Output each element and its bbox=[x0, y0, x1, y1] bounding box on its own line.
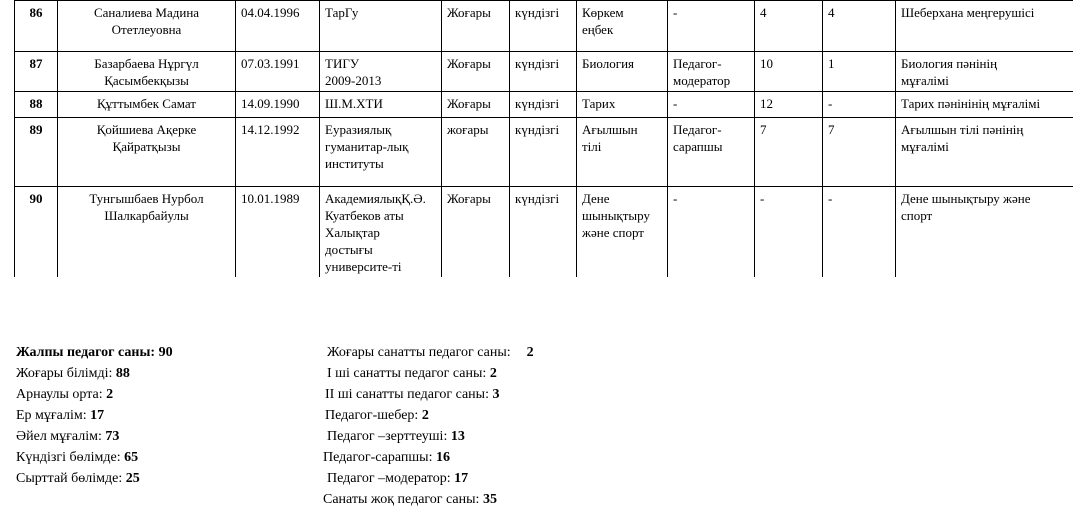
cell-text: 10 bbox=[760, 56, 773, 71]
cell-text-line: Қайратқызы bbox=[112, 139, 181, 154]
summary-stat bbox=[16, 384, 173, 405]
cell-text-line: - bbox=[673, 191, 678, 206]
cell-position bbox=[896, 187, 1074, 278]
cell-text-line: ТИГУ bbox=[325, 56, 360, 71]
cell-full-name bbox=[58, 52, 236, 92]
summary-stat-value: 17 bbox=[90, 408, 105, 423]
summary-stat-value: 90 bbox=[158, 345, 173, 360]
cell-number bbox=[15, 52, 58, 92]
cell-institution bbox=[320, 92, 442, 118]
cell-school-experience bbox=[823, 1, 896, 52]
cell-school-experience bbox=[823, 92, 896, 118]
cell-text: 87 bbox=[29, 56, 43, 71]
cell-study-form bbox=[510, 52, 577, 92]
summary-stat-label: Жоғары білімді: bbox=[16, 366, 116, 381]
cell-text-line: - bbox=[673, 96, 678, 111]
cell-text: - bbox=[828, 191, 833, 206]
cell-study-form bbox=[510, 187, 577, 278]
cell-birth-date bbox=[236, 52, 320, 92]
cell-text-line: модератор bbox=[673, 73, 731, 88]
cell-institution bbox=[320, 52, 442, 92]
summary-stat bbox=[322, 468, 534, 489]
summary-stat-label: Санаты жоқ педагог саны: bbox=[323, 492, 483, 507]
cell-birth-date bbox=[236, 1, 320, 52]
cell-specialty bbox=[577, 1, 668, 52]
cell-education-level bbox=[442, 187, 510, 278]
staff-table-container bbox=[14, 0, 1073, 277]
cell-text: 86 bbox=[29, 5, 43, 20]
summary-stat-value: 2 bbox=[526, 345, 534, 360]
summary-stat bbox=[16, 363, 173, 384]
summary-stat-value: 13 bbox=[450, 429, 465, 444]
cell-text-line: Базарбаева Нұргүл bbox=[94, 56, 199, 71]
cell-text-line: сарапшы bbox=[673, 139, 723, 154]
summary-stat-value: 17 bbox=[454, 471, 469, 486]
summary-stat-label: Педагог-шебер: bbox=[325, 408, 422, 423]
cell-birth-date bbox=[236, 187, 320, 278]
cell-position bbox=[896, 92, 1074, 118]
cell-category bbox=[668, 92, 755, 118]
cell-category bbox=[668, 118, 755, 187]
summary-stat-value: 35 bbox=[482, 492, 497, 507]
cell-text: 12 bbox=[760, 96, 773, 111]
summary-stat bbox=[322, 447, 534, 468]
cell-institution bbox=[320, 118, 442, 187]
cell-text: 4 bbox=[760, 5, 767, 20]
table-row bbox=[15, 52, 1074, 92]
summary-stat-value: 2 bbox=[421, 408, 429, 423]
summary-stat-label: Күндізгі бөлімде: bbox=[16, 450, 125, 465]
summary-stat-label: Педагог-сарапшы: bbox=[323, 450, 436, 465]
cell-text-line: университе-ті bbox=[325, 259, 402, 274]
cell-text: 04.04.1996 bbox=[241, 5, 300, 20]
cell-number bbox=[15, 118, 58, 187]
cell-education-level bbox=[442, 52, 510, 92]
summary-stat-value: 2 bbox=[489, 366, 497, 381]
summary-stat bbox=[322, 426, 534, 447]
cell-text-line: Биология пәнінің bbox=[901, 56, 998, 71]
cell-text: 1 bbox=[828, 56, 835, 71]
cell-birth-date bbox=[236, 118, 320, 187]
summary-stat-label: Арнаулы орта: bbox=[16, 387, 107, 402]
cell-position bbox=[896, 118, 1074, 187]
cell-text-line: АкадемиялықҚ.Ә. bbox=[325, 191, 426, 206]
summary-stat-label: І ші санатты педагог саны: bbox=[327, 366, 490, 381]
cell-education-level bbox=[442, 92, 510, 118]
summary-stat-value: 25 bbox=[125, 471, 140, 486]
summary-stat bbox=[322, 405, 534, 426]
cell-institution bbox=[320, 187, 442, 278]
summary-stat-value: 73 bbox=[105, 429, 120, 444]
cell-text-line: Педагог- bbox=[673, 56, 722, 71]
cell-education-level bbox=[442, 1, 510, 52]
cell-text: күндізгі bbox=[515, 191, 560, 206]
cell-text: - bbox=[828, 96, 833, 111]
table-row bbox=[15, 187, 1074, 278]
cell-text-line: Тарих пәнінінің мұғалімі bbox=[901, 96, 1041, 111]
cell-text-line: Құттымбек Самат bbox=[97, 96, 196, 111]
cell-text: Жоғары bbox=[447, 191, 491, 206]
cell-text: 89 bbox=[29, 122, 43, 137]
cell-category bbox=[668, 52, 755, 92]
cell-study-form bbox=[510, 92, 577, 118]
cell-text: 4 bbox=[828, 5, 835, 20]
cell-text-line: ТарГу bbox=[325, 5, 359, 20]
cell-text: 14.09.1990 bbox=[241, 96, 300, 111]
cell-number bbox=[15, 187, 58, 278]
cell-text: 90 bbox=[29, 191, 43, 206]
cell-text: Жоғары bbox=[447, 56, 491, 71]
summary-stat bbox=[322, 384, 534, 405]
cell-text-line: Дене bbox=[582, 191, 610, 206]
summary-right bbox=[322, 342, 534, 510]
cell-text-line: Еуразиялық bbox=[325, 122, 392, 137]
cell-text-line: 2009-2013 bbox=[325, 73, 382, 88]
cell-text-line: еңбек bbox=[582, 22, 614, 37]
summary-stat bbox=[322, 363, 534, 384]
cell-category bbox=[668, 1, 755, 52]
cell-text-line: институты bbox=[325, 156, 384, 171]
summary-stat bbox=[16, 468, 173, 489]
cell-total-experience bbox=[755, 52, 823, 92]
cell-text-line: Шалкарбайулы bbox=[104, 208, 189, 223]
summary-stat bbox=[322, 342, 534, 363]
cell-specialty bbox=[577, 118, 668, 187]
cell-text-line: Саналиева Мадина bbox=[93, 5, 200, 20]
cell-institution bbox=[320, 1, 442, 52]
cell-specialty bbox=[577, 52, 668, 92]
table-row bbox=[15, 118, 1074, 187]
cell-text: күндізгі bbox=[515, 5, 560, 20]
summary-left bbox=[16, 342, 173, 489]
summary-stat bbox=[16, 447, 173, 468]
cell-text: 10.01.1989 bbox=[241, 191, 300, 206]
summary-stat bbox=[16, 342, 173, 363]
cell-position bbox=[896, 52, 1074, 92]
cell-text-line: шынықтыру bbox=[582, 208, 650, 223]
cell-text-line: Отетлеуовна bbox=[111, 22, 182, 37]
cell-text: 07.03.1991 bbox=[241, 56, 300, 71]
summary-stat-value: 16 bbox=[435, 450, 450, 465]
summary-stat-label: Педагог –зерттеуші: bbox=[327, 429, 451, 444]
cell-text: 88 bbox=[29, 96, 43, 111]
cell-total-experience bbox=[755, 187, 823, 278]
cell-full-name bbox=[58, 118, 236, 187]
cell-text-line: Биология bbox=[582, 56, 635, 71]
cell-number bbox=[15, 92, 58, 118]
cell-text: күндізгі bbox=[515, 56, 560, 71]
summary-stat-label: Педагог –модератор: bbox=[327, 471, 455, 486]
cell-school-experience bbox=[823, 187, 896, 278]
summary-stat-value: 88 bbox=[115, 366, 130, 381]
staff-table bbox=[14, 0, 1073, 277]
cell-text-line: мұғалімі bbox=[901, 73, 949, 88]
cell-school-experience bbox=[823, 118, 896, 187]
cell-text: Жоғары bbox=[447, 5, 491, 20]
cell-text-line: Ағылшын bbox=[582, 122, 638, 137]
cell-text-line: Ағылшын тілі пәнінің bbox=[901, 122, 1024, 137]
summary-stat-label: Ер мұғалім: bbox=[16, 408, 91, 423]
table-row bbox=[15, 92, 1074, 118]
cell-text-line: Қасымбекқызы bbox=[104, 73, 189, 88]
table-row bbox=[15, 1, 1074, 52]
cell-text: күндізгі bbox=[515, 96, 560, 111]
cell-total-experience bbox=[755, 1, 823, 52]
summary-stat-label: Жоғары санатты педагог саны: bbox=[327, 345, 511, 360]
summary-stat-label: ІІ ші санатты педагог саны: bbox=[325, 387, 493, 402]
cell-birth-date bbox=[236, 92, 320, 118]
cell-text: 7 bbox=[760, 122, 767, 137]
summary-stat bbox=[322, 489, 534, 510]
cell-text-line: және спорт bbox=[582, 225, 644, 240]
cell-text: күндізгі bbox=[515, 122, 560, 137]
staff-table-body bbox=[15, 1, 1074, 278]
cell-total-experience bbox=[755, 92, 823, 118]
cell-text-line: гуманитар-лық bbox=[325, 139, 409, 154]
cell-number bbox=[15, 1, 58, 52]
cell-text-line: тілі bbox=[582, 139, 602, 154]
cell-text-line: Ш.М.ХТИ bbox=[325, 96, 383, 111]
cell-text-line: Дене шынықтыру және bbox=[901, 191, 1031, 206]
cell-text: 14.12.1992 bbox=[241, 122, 300, 137]
cell-text-line: достығы bbox=[325, 242, 373, 257]
summary-stat-value: 2 bbox=[106, 387, 114, 402]
cell-text-line: Көркем bbox=[582, 5, 624, 20]
summary-stat bbox=[16, 426, 173, 447]
cell-text: 7 bbox=[828, 122, 835, 137]
cell-text-line: спорт bbox=[901, 208, 933, 223]
cell-school-experience bbox=[823, 52, 896, 92]
cell-text-line: Куатбеков аты bbox=[325, 208, 404, 223]
summary-stat-value: 65 bbox=[124, 450, 139, 465]
cell-full-name bbox=[58, 92, 236, 118]
cell-text-line: мұғалімі bbox=[901, 139, 949, 154]
cell-specialty bbox=[577, 92, 668, 118]
summary-stat-label: Жалпы педагог саны: bbox=[16, 345, 159, 360]
summary-stat-label: Сырттай бөлімде: bbox=[16, 471, 126, 486]
cell-text-line: Халықтар bbox=[325, 225, 380, 240]
summary-stat-label: Әйел мұғалім: bbox=[16, 429, 106, 444]
cell-text: Жоғары bbox=[447, 96, 491, 111]
summary-stat-value: 3 bbox=[492, 387, 500, 402]
cell-text-line: Шеберхана меңгерушісі bbox=[901, 5, 1035, 20]
cell-total-experience bbox=[755, 118, 823, 187]
cell-text-line: Педагог- bbox=[673, 122, 722, 137]
cell-education-level bbox=[442, 118, 510, 187]
cell-text-line: Тунгышбаев Нурбол bbox=[89, 191, 204, 206]
cell-text-line: - bbox=[673, 5, 678, 20]
cell-specialty bbox=[577, 187, 668, 278]
cell-full-name bbox=[58, 1, 236, 52]
cell-text-line: Қойшиева Ақерке bbox=[96, 122, 197, 137]
cell-full-name bbox=[58, 187, 236, 278]
cell-category bbox=[668, 187, 755, 278]
cell-study-form bbox=[510, 1, 577, 52]
cell-position bbox=[896, 1, 1074, 52]
cell-text: - bbox=[760, 191, 765, 206]
summary-stat bbox=[16, 405, 173, 426]
cell-study-form bbox=[510, 118, 577, 187]
cell-text: жоғары bbox=[447, 122, 489, 137]
cell-text-line: Тарих bbox=[582, 96, 616, 111]
